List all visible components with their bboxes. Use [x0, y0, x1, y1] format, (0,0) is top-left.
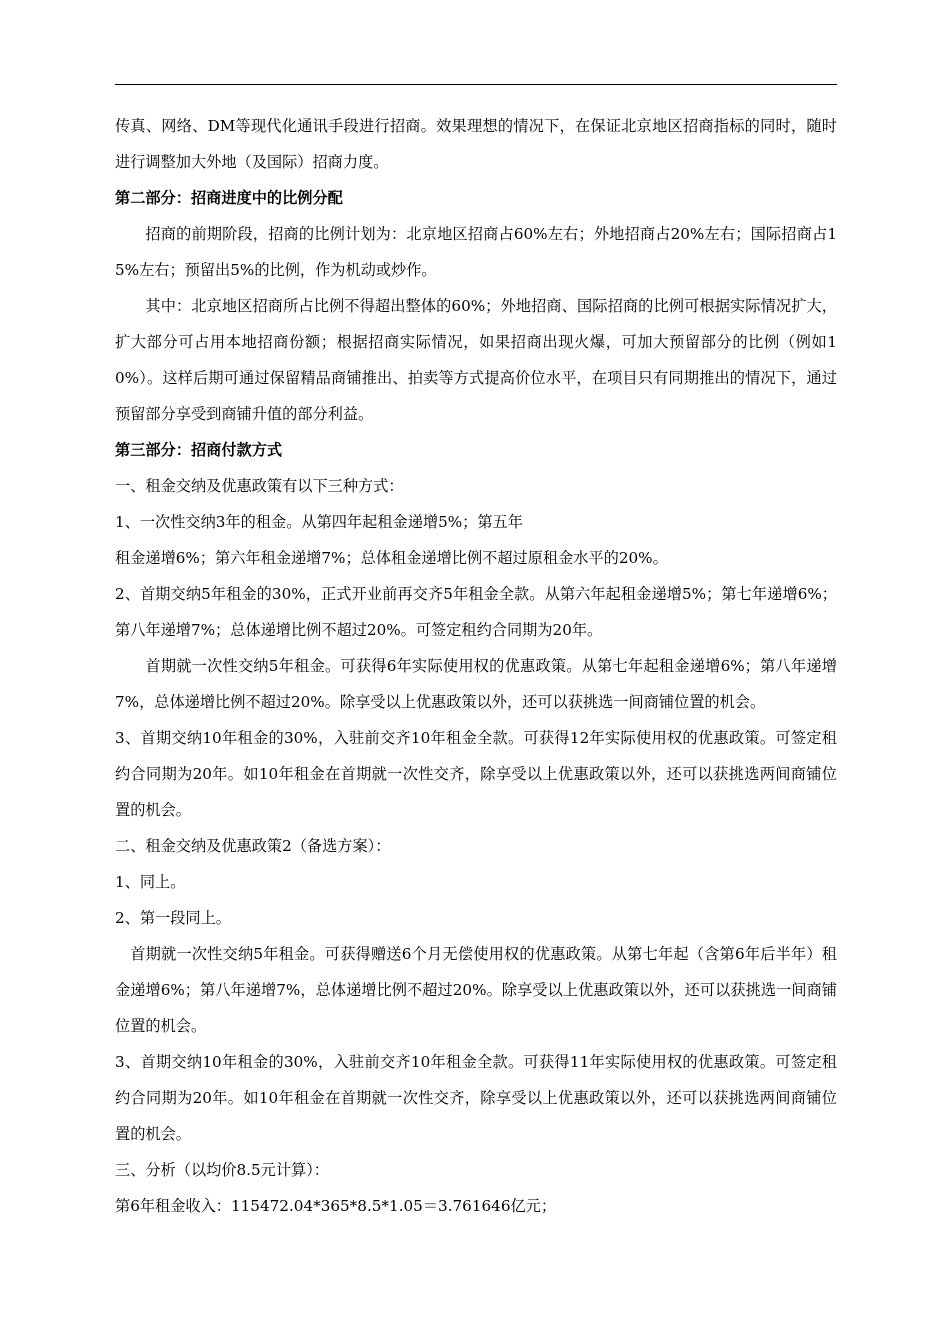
subheading-analysis: 三、分析（以均价8.5元计算）：	[115, 1161, 329, 1179]
subheading-option-two: 二、租金交纳及优惠政策2（备选方案）：	[115, 837, 391, 855]
list-item-1-line-2: 租金递增6%；第六年租金递增7%；总体租金递增比例不超过原租金水平的20%。	[115, 549, 668, 567]
paragraph-intro: 传真、网络、DM等现代化通讯手段进行招商。效果理想的情况下，在保证北京地区招商指标的同时，随时进行调整加大外地（及国际）招商力度。	[115, 117, 837, 171]
alt-list-item-1: 1、同上。	[115, 873, 186, 891]
alt-list-item-3: 3、首期交纳10年租金的30%，入驻前交齐10年租金全款。可获得11年实际使用权的优惠政策。可签定租约合同期为20年。如10年租金在首期就一次性交齐，除享受以上优惠政策以外，还可以获挑选两间商铺位置的机会。	[115, 1053, 837, 1143]
section-heading-part-three: 第三部分：招商付款方式	[115, 441, 283, 459]
list-item-2-detail: 首期就一次性交纳5年租金。可获得6年实际使用权的优惠政策。从第七年起租金递增6%；第八年递增7%，总体递增比例不超过20%。除享受以上优惠政策以外，还可以获挑选一间商铺位置的机会。	[115, 657, 837, 711]
alt-list-item-2: 2、第一段同上。	[115, 909, 231, 927]
list-item-3: 3、首期交纳10年租金的30%，入驻前交齐10年租金全款。可获得12年实际使用权的优惠政策。可签定租约合同期为20年。如10年租金在首期就一次性交齐，除享受以上优惠政策以外，还可以获挑选两间商铺位置的机会。	[115, 729, 837, 819]
subheading-option-one: 一、租金交纳及优惠政策有以下三种方式：	[115, 477, 404, 495]
section-heading-part-two: 第二部分：招商进度中的比例分配	[115, 189, 343, 207]
alt-list-item-2-detail: 首期就一次性交纳5年租金。可获得赠送6个月无偿使用权的优惠政策。从第七年起（含第6年后半年）租金递增6%；第八年递增7%，总体递增比例不超过20%。除享受以上优惠政策以外，还可以获挑选一间商铺位置的机会。	[115, 945, 837, 1035]
document-body	[115, 108, 837, 1224]
list-item-2: 2、首期交纳5年租金的30%，正式开业前再交齐5年租金全款。从第六年起租金递增5%；第七年递增6%；第八年递增7%；总体递增比例不超过20%。可签定租约合同期为20年。	[115, 585, 837, 639]
list-item-1-line-1: 1、一次性交纳3年的租金。从第四年起租金递增5%；第五年	[115, 513, 523, 531]
analysis-year-6-income: 第6年租金收入：115472.04*365*8.5*1.05＝3.761646亿元；	[115, 1197, 557, 1215]
paragraph-ratio-plan: 招商的前期阶段，招商的比例计划为：北京地区招商占60%左右；外地招商占20%左右；国际招商占15%左右；预留出5%的比例，作为机动或炒作。	[115, 225, 837, 279]
header-rule	[115, 84, 837, 85]
paragraph-ratio-details: 其中：北京地区招商所占比例不得超出整体的60%；外地招商、国际招商的比例可根据实际情况扩大，扩大部分可占用本地招商份额；根据招商实际情况，如果招商出现火爆，可加大预留部分的比例（例如10%）。这样后期可通过保留精品商铺推出、拍卖等方式提高价位水平，在项目只有同期推出的情况下，通过预留部分享受到商铺升值的部分利益。	[115, 297, 837, 423]
